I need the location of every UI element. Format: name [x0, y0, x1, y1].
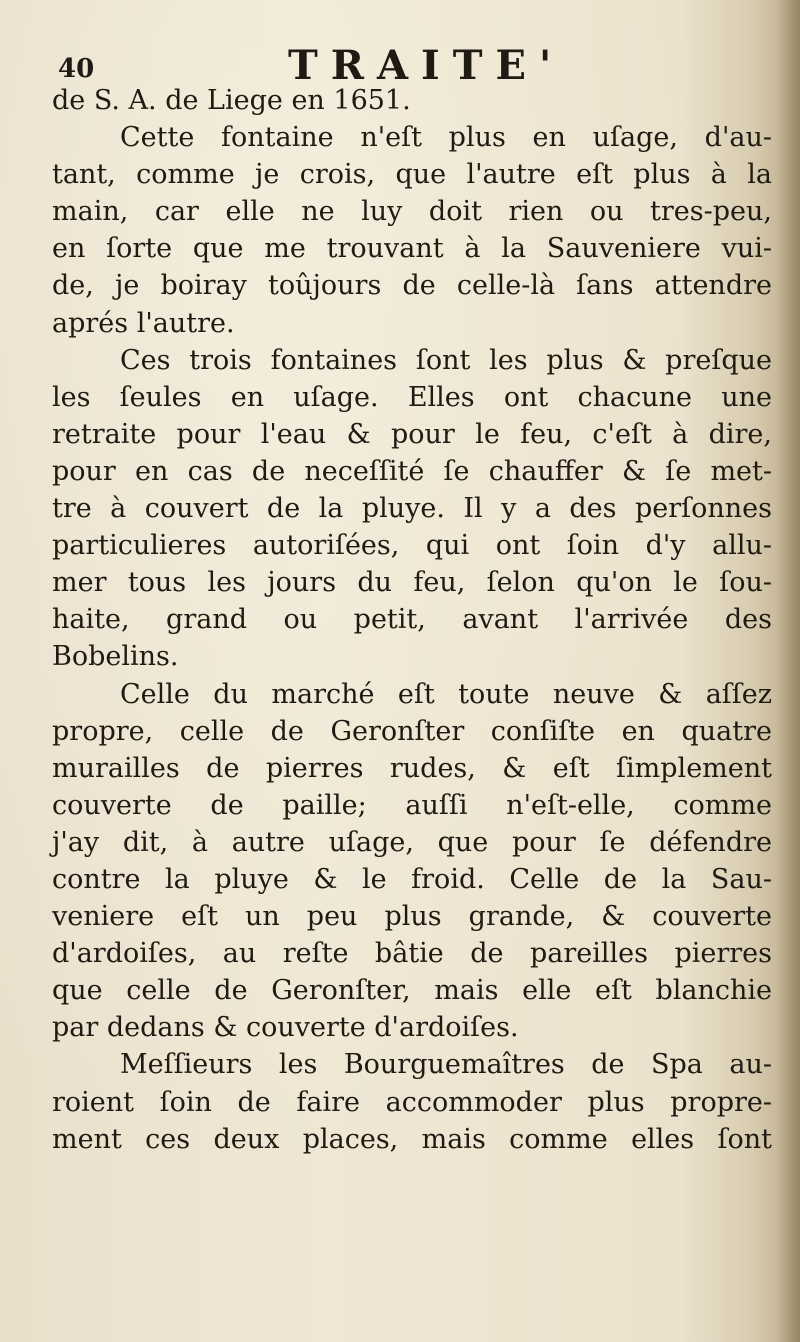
- text-line: pour en cas de neceſſité ſe chauffer & ſe met-: [52, 455, 772, 487]
- text-line: haite, grand ou petit, avant l'arrivée des: [52, 604, 772, 636]
- paragraph-last-line: aprés l'autre.: [52, 307, 235, 339]
- text-line: que celle de Geronſter, mais elle eſt blanchie: [52, 975, 772, 1007]
- text-line: mer tous les jours du feu, ſelon qu'on le ſou-: [52, 567, 772, 599]
- text-line: couverte de paille; auſſi n'eſt-elle, comme: [52, 789, 772, 821]
- text-line: ment ces deux places, mais comme elles ſont: [52, 1123, 772, 1155]
- paragraph-first-line: Ces trois fontaines ſont les plus & preſque: [120, 344, 772, 376]
- paragraph-last-line: par dedans & couverte d'ardoiſes.: [52, 1012, 519, 1044]
- paragraph-first-line: Cette fontaine n'eſt plus en uſage, d'au-: [120, 122, 772, 154]
- text-line: d'ardoiſes, au reſte bâtie de pareilles pierres: [52, 938, 772, 970]
- text-line: retraite pour l'eau & pour le feu, c'eſt à dire,: [52, 418, 772, 450]
- paragraph-first-line: Celle du marché eſt toute neuve & aſſez: [120, 678, 772, 710]
- text-line: j'ay dit, à autre uſage, que pour ſe défendre: [52, 826, 772, 858]
- text-line: contre la pluye & le froid. Celle de la Sau-: [52, 863, 772, 895]
- page-number: 40: [58, 54, 95, 84]
- paragraph-first-line: Meſſieurs les Bourguemaîtres de Spa au-: [120, 1049, 772, 1081]
- body-text: [52, 82, 772, 1158]
- text-line: en ſorte que me trouvant à la Sauveniere vui-: [52, 233, 772, 265]
- text-line: main, car elle ne luy doit rien ou tres-peu,: [52, 196, 772, 228]
- text-line: les ſeules en uſage. Elles ont chacune une: [52, 381, 772, 413]
- running-title: TRAITE': [288, 42, 565, 89]
- text-line: tre à couvert de la pluye. Il y a des perſonnes: [52, 493, 772, 525]
- text-line: tant, comme je crois, que l'autre eſt plus à la: [52, 159, 772, 191]
- text-line: propre, celle de Geronſter conſiſte en quatre: [52, 715, 772, 747]
- text-line: veniere eſt un peu plus grande, & couverte: [52, 901, 772, 933]
- text-line: de, je boiray toûjours de celle-là ſans attendre: [52, 270, 772, 302]
- text-line: murailles de pierres rudes, & eſt ſimplement: [52, 752, 772, 784]
- text-line: roient ſoin de faire accommoder plus propre-: [52, 1086, 772, 1118]
- text-line: particulieres autoriſées, qui ont ſoin d'y allu-: [52, 530, 772, 562]
- paragraph-last-line: Bobelins.: [52, 641, 179, 673]
- text-line: de S. A. de Liege en 1651.: [52, 85, 411, 116]
- page-gutter-shadow: [776, 0, 800, 1342]
